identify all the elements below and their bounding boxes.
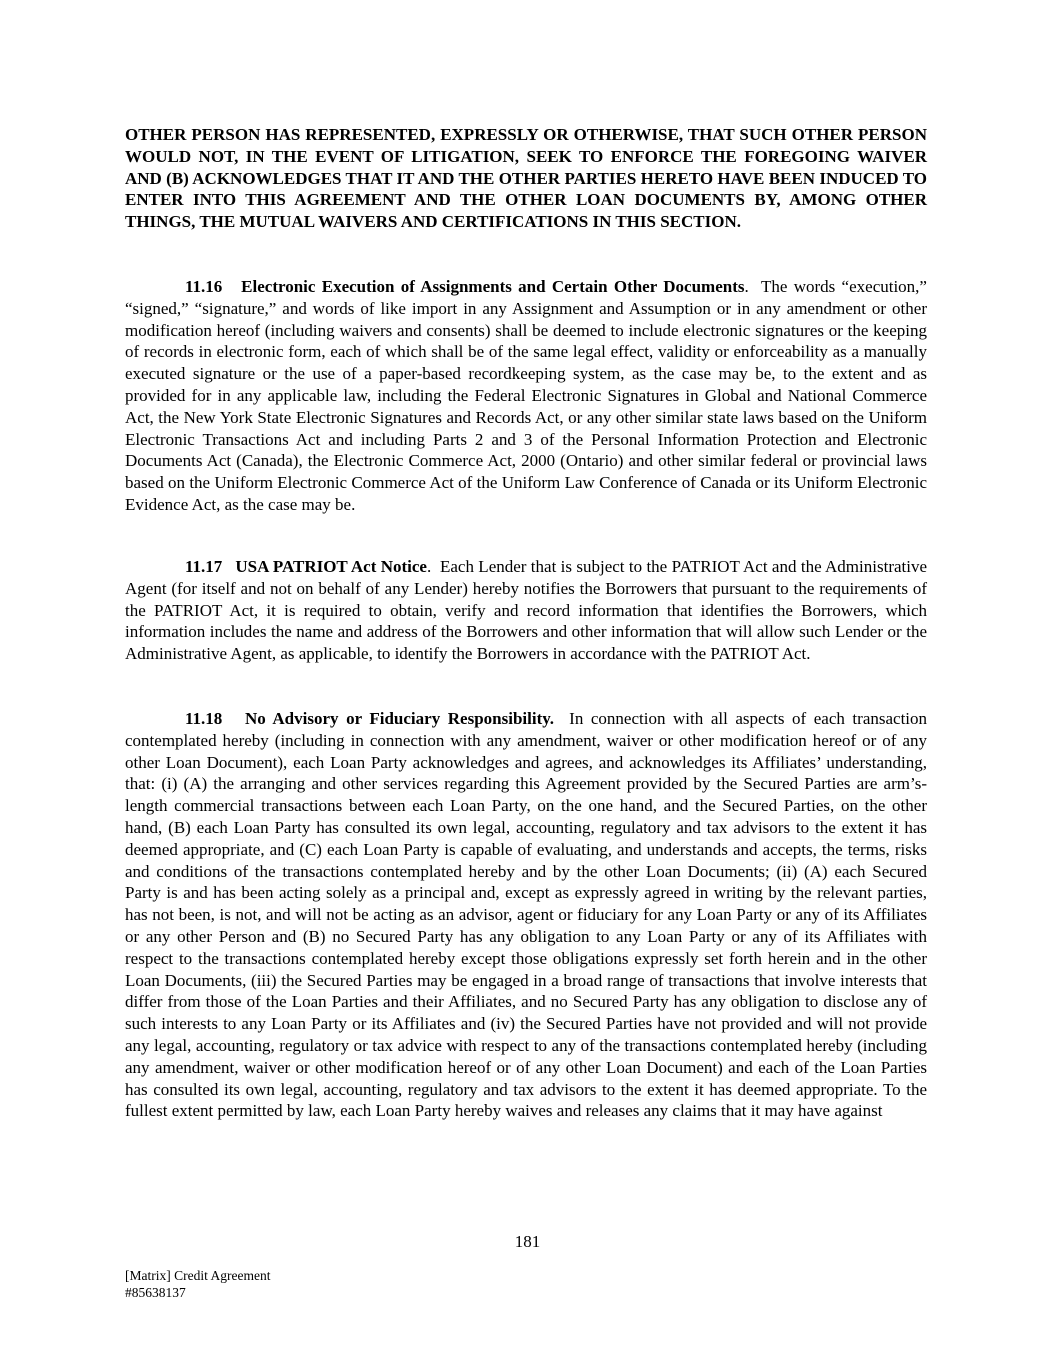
section-11-18 [125,708,927,1122]
section-11-16 [125,276,927,516]
section-body: The words “execution,” “signed,” “signature,” and words of like import in any Assignment and Assumption or in any amendment or other modification hereof (including waivers and consents) shall be deemed to include electronic signatures or the keeping of records in electronic form, each of which shall be of the same legal effect, validity or enforceability as a manually executed signature or the use of a paper-based recordkeeping system, as the case may be, to the extent and as provided for in any applicable law, including the Federal Electronic Signatures in Global and National Commerce Act, the New York State Electronic Signatures and Records Act, or any other similar state laws based on the Uniform Electronic Transactions Act and including Parts 2 and 3 of the Personal Information Protection and Electronic Documents Act (Canada), the Electronic Commerce Act, 2000 (Ontario) and other similar federal or provincial laws based on the Uniform Electronic Commerce Act of the Uniform Law Conference of Canada or its Uniform Electronic Evidence Act, as the case may be. [125,277,927,514]
section-number: 11.18 [185,709,223,728]
section-title-end: . [744,277,749,296]
section-body: In connection with all aspects of each transaction contemplated hereby (including in connection with any amendment, waiver or other modification hereof or of any other Loan Document), each Loan Party acknowledges and agrees, and acknowledges its Affiliates’ understanding, that: (i) (A) the arranging and other services regarding this Agreement provided by the Secured Parties are arm’s-length commercial transactions between each Loan Party, on the one hand, and the Secured Parties, on the other hand, (B) each Loan Party has consulted its own legal, accounting, regulatory and tax advisors to the extent it has deemed appropriate, and (C) each Loan Party is capable of evaluating, and understands and accepts, the terms, risks and conditions of the transactions contemplated hereby and by the other Loan Documents; (ii) (A) each Secured Party is and has been acting solely as a principal and, except as expressly agreed in writing by the relevant parties, has not been, is not, and will not be acting as an advisor, agent or fiduciary for any Loan Party or any of its Affiliates or any other Person and (B) no Secured Party has any obligation to any Loan Party or any of its Affiliates with respect to the transactions contemplated hereby except those obligations expressly set forth herein and in the other Loan Documents, (iii) the Secured Parties may be engaged in a broad range of transactions that involve interests that differ from those of the Loan Parties and their Affiliates, and no Secured Party has any obligation to disclose any of such interests to any Loan Party or its Affiliates and (iv) the Secured Parties have not provided and will not provide any legal, accounting, regulatory or tax advice with respect to any of the transactions contemplated hereby (including any amendment, waiver or other modification hereof or of any other Loan Document) and each of the Loan Parties has consulted its own legal, accounting, regulatory and tax advisors to the extent it has deemed appropriate. To the fullest extent permitted by law, each Loan Party hereby waives and releases any claims that it may have against [125,709,928,1121]
section-11-17 [125,556,927,665]
section-title: No Advisory or Fiduciary Responsibility. [245,709,555,728]
caps-waiver-paragraph: OTHER PERSON HAS REPRESENTED, EXPRESSLY OR OTHERWISE, THAT SUCH OTHER PERSON WOULD NOT, IN THE EVENT OF LITIGATION, SEEK TO ENFORCE THE FOREGOING WAIVER AND (B) ACKNOWLEDGES THAT IT AND THE OTHER PARTIES HERETO HAVE BEEN INDUCED TO ENTER INTO THIS AGREEMENT AND THE OTHER LOAN DOCUMENTS BY, AMONG OTHER THINGS, THE MUTUAL WAIVERS AND CERTIFICATIONS IN THIS SECTION. [125,125,927,232]
footer-document-id: #85638137 [125,1284,186,1300]
page-number: 181 [514,1232,541,1251]
section-number: 11.17 [185,557,223,576]
footer-document-title: [Matrix] Credit Agreement [125,1268,271,1283]
section-number: 11.16 [185,277,223,296]
section-title: USA PATRIOT Act Notice [235,557,427,576]
section-title-end: . [426,557,432,576]
section-title: Electronic Execution of Assignments and Certain Other Documents [241,277,745,296]
section-body: Each Lender that is subject to the PATRIOT Act and the Administrative Agent (for itself and not on behalf of any Lender) hereby notifies the Borrowers that pursuant to the requirements of the PATRIOT Act, it is required to obtain, verify and record information that identifies the Borrowers, which information includes the name and address of the Borrowers and other information that will allow such Lender or the Administrative Agent, as applicable, to identify the Borrowers in accordance with the PATRIOT Act. [125,557,928,664]
document-footer [125,1268,270,1301]
